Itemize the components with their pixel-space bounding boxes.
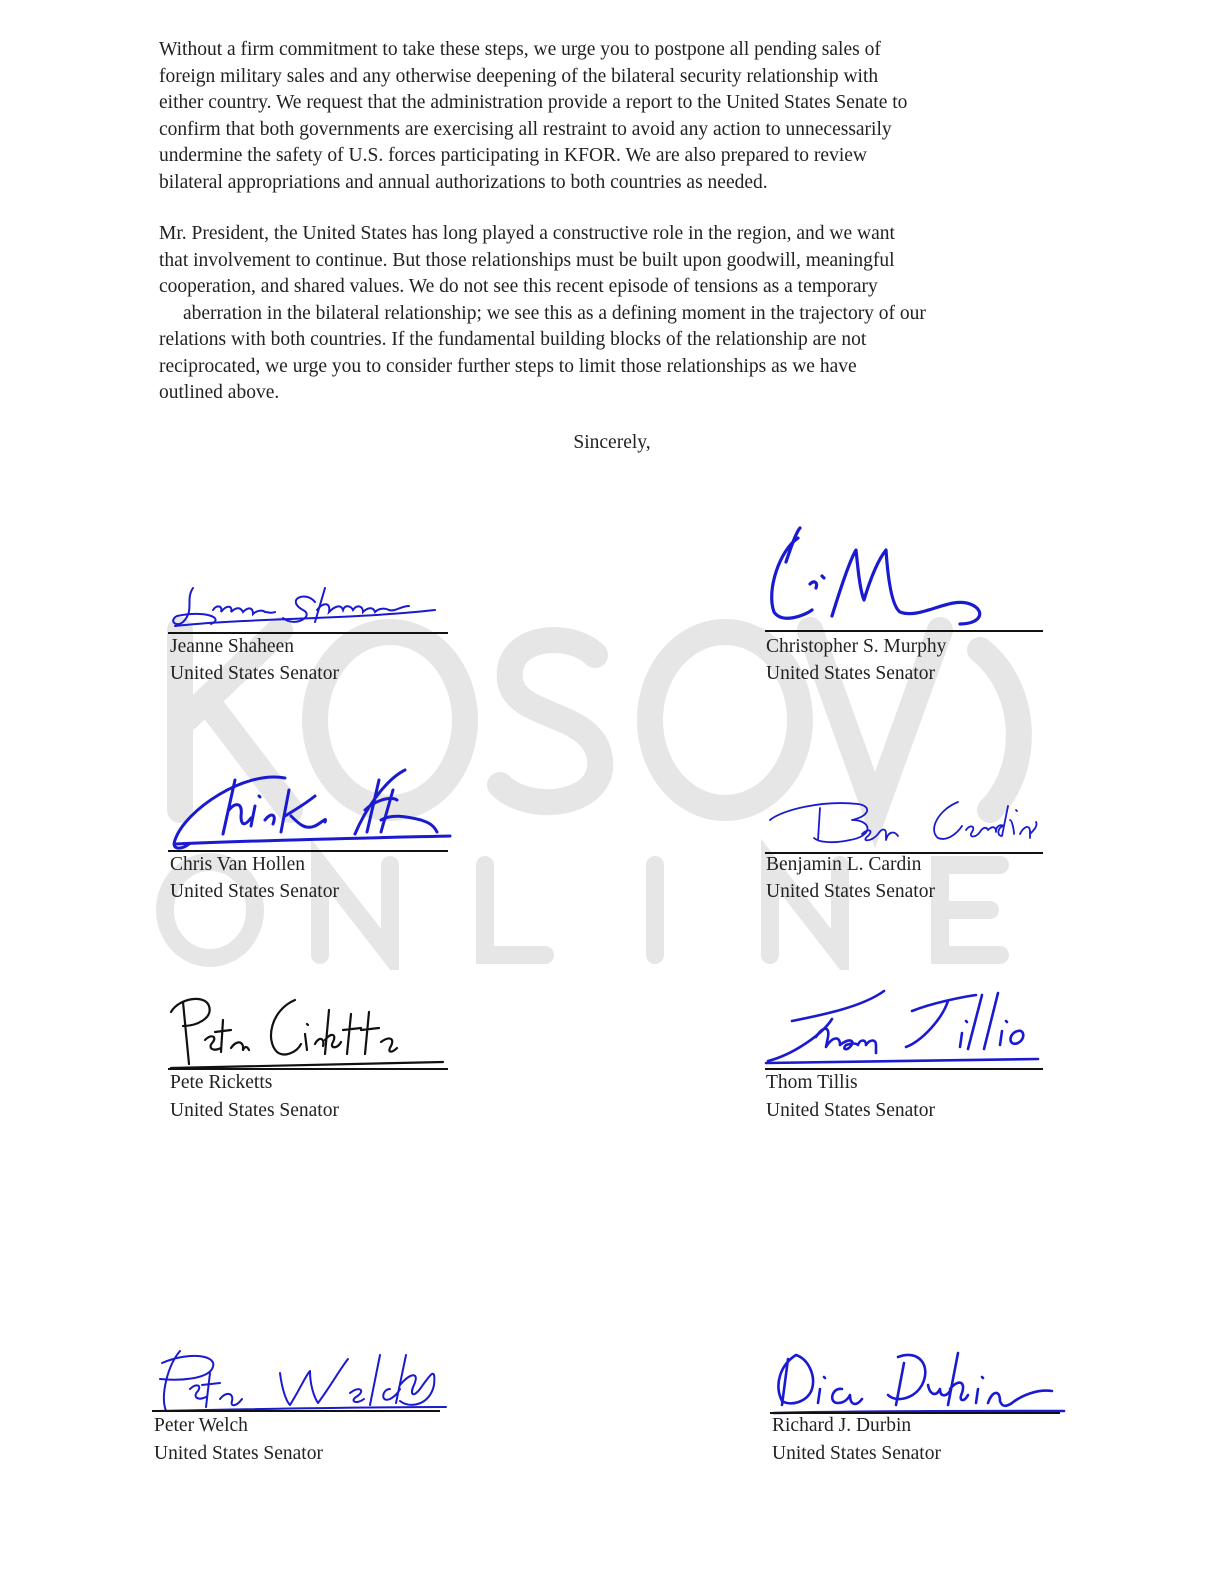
signatory-title: United States Senator: [766, 663, 935, 684]
paragraph-line: bilateral appropriations and annual authorizations to both countries as needed.: [159, 171, 768, 193]
signatory-name: Chris Van Hollen: [170, 854, 306, 875]
signature-welch: [150, 1345, 450, 1415]
closing-salutation: Sincerely,: [573, 432, 651, 453]
paragraph-line: confirm that both governments are exercising all restraint to avoid any action to unnecessarily: [159, 118, 892, 140]
signature-cardin: [762, 790, 1042, 850]
signature-line: [152, 1410, 440, 1412]
signatory-name: Benjamin L. Cardin: [766, 854, 922, 875]
paragraph-line: relations with both countries. If the fundamental building blocks of the relationship are not: [159, 329, 867, 350]
signatory-title: United States Senator: [772, 1443, 941, 1464]
signatory-name: Jeanne Shaheen: [170, 636, 294, 657]
paragraph-line: Without a firm commitment to take these steps, we urge you to postpone all pending sales of: [159, 39, 881, 60]
paragraph-line: Mr. President, the United States has long played a constructive role in the region, and we want: [159, 223, 895, 244]
signature-durbin: [768, 1345, 1068, 1415]
signature-line: [765, 1068, 1043, 1070]
signatory-title: United States Senator: [170, 881, 339, 902]
signature-line: [168, 632, 448, 634]
signatory-name: Richard J. Durbin: [772, 1415, 912, 1436]
paragraph-line: foreign military sales and any otherwise deepening of the bilateral security relationship with: [159, 65, 879, 87]
paragraph-line: aberration in the bilateral relationship; we see this as a defining moment in the trajectory of our: [183, 302, 926, 324]
paragraph-line: either country. We request that the administration provide a report to the United States Senate to: [159, 92, 908, 113]
signatory-name: Christopher S. Murphy: [766, 636, 947, 657]
letter-paragraph-2: [159, 221, 1069, 407]
signature-line: [770, 1412, 1060, 1414]
signatory-title: United States Senator: [170, 1100, 339, 1121]
letter-paragraph-1: [159, 37, 1069, 196]
signatory-title: United States Senator: [170, 663, 339, 684]
paragraph-line: cooperation, and shared values. We do not see this recent episode of tensions as a temporary: [159, 276, 878, 297]
signature-shaheen: [165, 580, 455, 640]
signatory-name: Peter Welch: [154, 1415, 248, 1436]
signature-line: [765, 630, 1043, 632]
signature-tillis: [762, 985, 1042, 1065]
signature-murphy: [760, 520, 1000, 640]
signatory-title: United States Senator: [766, 1100, 935, 1121]
signature-van-hollen: [165, 760, 455, 855]
signature-line: [168, 1068, 448, 1070]
signature-ricketts: [165, 990, 445, 1070]
signatory-title: United States Senator: [154, 1443, 323, 1464]
signatory-name: Pete Ricketts: [170, 1072, 273, 1093]
signatory-name: Thom Tillis: [766, 1072, 858, 1093]
paragraph-line: undermine the safety of U.S. forces participating in KFOR. We are also prepared to review: [159, 145, 867, 166]
paragraph-line: reciprocated, we urge you to consider further steps to limit those relationships as we have: [159, 355, 857, 377]
signatory-title: United States Senator: [766, 881, 935, 902]
paragraph-line: outlined above.: [159, 382, 280, 403]
signature-line: [168, 850, 448, 852]
paragraph-line: that involvement to continue. But those relationships must be built upon goodwill, meaningful: [159, 249, 895, 271]
